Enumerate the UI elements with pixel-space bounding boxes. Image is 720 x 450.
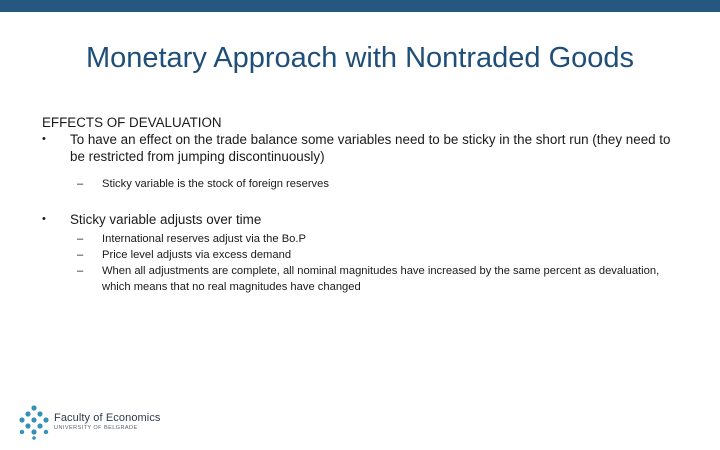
sub-bullet-item [42,176,672,192]
sub-bullet-text: International reserves adjust via the Bo.P [102,233,306,245]
faculty-logo-icon [16,404,52,440]
bullet-text: To have an effect on the trade balance some variables need to be sticky in the short run (they need to be restricted from jumping discontinuously) [70,132,671,164]
sub-bullet-marker: – [77,249,84,261]
bullet-marker: • [42,213,46,225]
sub-bullet-item [42,263,672,295]
sub-bullet-text: When all adjustments are complete, all nominal magnitudes have increased by the same percent as devaluation, which means that no real magnitudes have changed [102,265,660,293]
sub-bullet-text: Sticky variable is the stock of foreign reserves [102,178,329,190]
bullet-marker: • [42,133,46,145]
sub-bullet-item [42,231,672,247]
sub-bullet-marker: – [77,233,84,245]
top-accent-bar [0,0,720,12]
bullet-item [42,211,672,228]
sub-bullet-text: Price level adjusts via excess demand [102,249,292,261]
bullet-text: Sticky variable adjusts over time [70,212,262,227]
faculty-logo [16,404,161,442]
logo-name: Faculty of Economics [54,412,161,424]
bullet-item [42,131,672,165]
slide-title: Monetary Approach with Nontraded Goods [85,42,635,74]
sub-bullet-item [42,247,672,263]
sub-bullet-marker: – [77,265,84,277]
sub-bullet-marker: – [77,178,84,190]
section-heading: EFFECTS OF DEVALUATION [42,115,222,130]
slide-body [42,114,672,295]
logo-subtitle: UNIVERSITY OF BELGRADE [54,425,138,431]
